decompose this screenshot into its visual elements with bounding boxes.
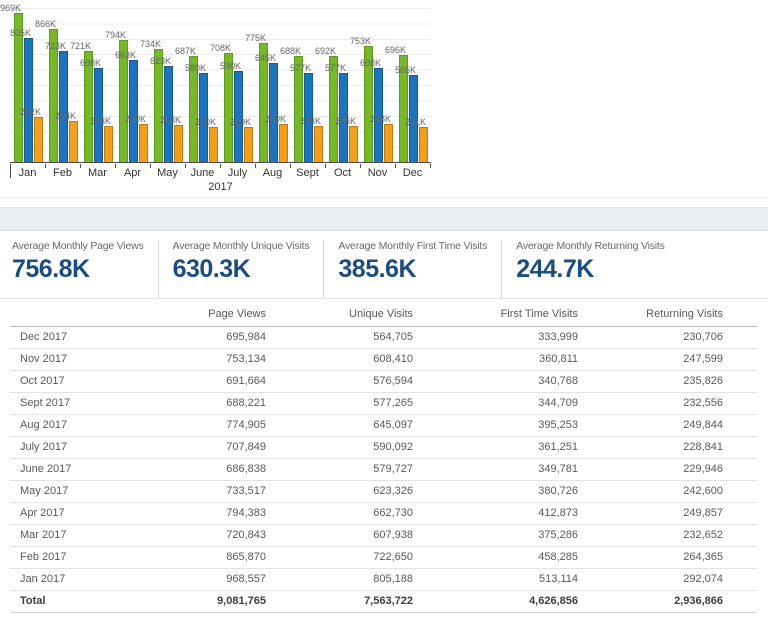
x-axis-label-apr: Apr: [123, 167, 142, 179]
monthly-visits-table: [10, 302, 757, 613]
cell-value: 235,826: [578, 370, 723, 392]
bar-value-label: 608K: [359, 58, 382, 68]
bar-value-label: 692K: [314, 46, 337, 56]
cell-value: 232,652: [578, 524, 723, 546]
bar-value-label: 866K: [34, 19, 57, 29]
section-divider: [0, 197, 768, 207]
cell-value: 805,188: [266, 568, 413, 590]
row-month-label: Feb 2017: [10, 546, 190, 568]
table-header-row: [10, 302, 757, 326]
bar-value-label: 292K: [19, 107, 42, 117]
bar-value-label: 663K: [114, 50, 137, 60]
cell-value: 230,706: [578, 326, 723, 348]
card-value: 756.8K: [12, 255, 90, 283]
cell-value: 360,811: [413, 348, 578, 370]
cell-value: 458,285: [413, 546, 578, 568]
cell-value: 774,905: [190, 414, 266, 436]
bar-returning-visits-july[interactable]: [244, 127, 253, 162]
x-axis-label-jan: Jan: [18, 167, 37, 179]
bar-unique-visits-may[interactable]: [164, 66, 173, 162]
cell-value: 249,857: [578, 502, 723, 524]
bar-value-label: 708K: [209, 43, 232, 53]
cell-value: 662,730: [266, 502, 413, 524]
cell-value: 623,326: [266, 480, 413, 502]
bar-unique-visits-aug[interactable]: [269, 63, 278, 162]
table-row: [10, 326, 757, 348]
bar-value-label: 645K: [254, 53, 277, 63]
card-value: 630.3K: [172, 255, 251, 283]
cell-value: 249,844: [578, 414, 723, 436]
bar-value-label: 577K: [289, 63, 312, 73]
table-row: [10, 546, 757, 568]
card-label: Average Monthly Unique Visits: [172, 240, 310, 252]
card-value: 385.6K: [338, 255, 417, 283]
bar-value-label: 696K: [384, 45, 407, 55]
bar-value-label: 248K: [369, 114, 392, 124]
bar-returning-visits-feb[interactable]: [69, 121, 78, 162]
x-axis-label-oct: Oct: [333, 167, 352, 179]
bar-value-label: 580K: [184, 63, 207, 73]
x-axis-tick: [255, 164, 256, 168]
cell-value: 733,517: [190, 480, 266, 502]
bar-value-label: 590K: [219, 61, 242, 71]
card-label: Average Monthly Returning Visits: [516, 240, 665, 252]
cell-value: 513,114: [413, 568, 578, 590]
x-axis-label-june: June: [190, 167, 215, 179]
cell-value: 229,946: [578, 458, 723, 480]
summary-cards: [0, 231, 768, 299]
bar-value-label: 230K: [194, 117, 217, 127]
cell-value: 375,286: [413, 524, 578, 546]
table-row: [10, 348, 757, 370]
x-axis-label-aug: Aug: [262, 167, 283, 179]
cell-value: 794,383: [190, 502, 266, 524]
bar-value-label: 688K: [279, 46, 302, 56]
x-axis-label-sept: Sept: [296, 167, 319, 179]
bar-value-label: 623K: [149, 56, 172, 66]
cell-value: 2,936,866: [578, 590, 723, 612]
bar-unique-visits-jan[interactable]: [24, 38, 33, 162]
bar-value-label: 721K: [69, 41, 92, 51]
card-avg-page-views: [0, 240, 158, 298]
row-month-label: Jan 2017: [10, 568, 190, 590]
row-month-label: Nov 2017: [10, 348, 190, 370]
cell-value: 247,599: [578, 348, 723, 370]
total-label: Total: [10, 590, 190, 612]
cell-value: 564,705: [266, 326, 413, 348]
column-header-first-time-visits: First Time Visits: [413, 302, 578, 326]
table-row: [10, 568, 757, 590]
x-axis-label-nov: Nov: [367, 167, 388, 179]
bar-value-label: 805K: [9, 28, 32, 38]
bar-value-label: 723K: [44, 41, 67, 51]
row-month-label: Mar 2017: [10, 524, 190, 546]
bar-returning-visits-jan[interactable]: [34, 117, 43, 162]
cell-value: 344,709: [413, 392, 578, 414]
bar-value-label: 243K: [159, 115, 182, 125]
bar-value-label: 753K: [349, 36, 372, 46]
monthly-visits-table-section: [0, 299, 768, 613]
chart-plot-area: [0, 0, 431, 163]
bar-unique-visits-apr[interactable]: [129, 60, 138, 162]
table-row: [10, 414, 757, 436]
cell-value: 228,841: [578, 436, 723, 458]
section-band: [0, 207, 768, 231]
bar-returning-visits-sept[interactable]: [314, 126, 323, 162]
cell-value: 292,074: [578, 568, 723, 590]
x-axis-tick: [185, 164, 186, 168]
cell-value: 576,594: [266, 370, 413, 392]
bar-returning-visits-oct[interactable]: [349, 126, 358, 162]
bar-returning-visits-apr[interactable]: [139, 124, 148, 162]
cell-value: 264,365: [578, 546, 723, 568]
card-value: 244.7K: [516, 255, 594, 283]
x-axis-tick: [360, 164, 361, 168]
card-label: Average Monthly First Time Visits: [338, 240, 488, 252]
bar-unique-visits-feb[interactable]: [59, 51, 68, 162]
bar-value-label: 775K: [244, 33, 267, 43]
table-row: [10, 458, 757, 480]
bar-value-label: 608K: [79, 58, 102, 68]
row-month-label: Apr 2017: [10, 502, 190, 524]
cell-value: 577,265: [266, 392, 413, 414]
cell-value: 968,557: [190, 568, 266, 590]
x-axis-label-july: July: [227, 167, 248, 179]
card-avg-returning-visits: [501, 240, 768, 298]
row-month-label: May 2017: [10, 480, 190, 502]
table-row: [10, 392, 757, 414]
card-avg-unique-visits: [158, 240, 324, 298]
card-label: Average Monthly Page Views: [12, 240, 144, 252]
bar-returning-visits-may[interactable]: [174, 125, 183, 162]
cell-value: 412,873: [413, 502, 578, 524]
bar-value-label: 969K: [0, 3, 22, 13]
x-axis-tick: [80, 164, 81, 168]
bar-value-label: 565K: [394, 65, 417, 75]
cell-value: 686,838: [190, 458, 266, 480]
bar-returning-visits-june[interactable]: [209, 127, 218, 162]
chart-year-label: 2017: [208, 181, 233, 193]
bar-value-label: 577K: [324, 63, 347, 73]
bar-value-label: 233K: [89, 116, 112, 126]
bar-value-label: 231K: [404, 117, 427, 127]
cell-value: 695,984: [190, 326, 266, 348]
cell-value: 645,097: [266, 414, 413, 436]
table-total-row: [10, 590, 757, 612]
cell-value: 720,843: [190, 524, 266, 546]
x-axis-tick: [290, 164, 291, 168]
x-axis-tick: [395, 164, 396, 168]
row-month-label: Sept 2017: [10, 392, 190, 414]
cell-value: 4,626,856: [413, 590, 578, 612]
cell-value: 395,253: [413, 414, 578, 436]
table-row: [10, 436, 757, 458]
bar-returning-visits-dec[interactable]: [419, 127, 428, 162]
bar-value-label: 250K: [264, 114, 287, 124]
cell-value: 607,938: [266, 524, 413, 546]
table-row: [10, 502, 757, 524]
x-axis-tick: [220, 164, 221, 168]
cell-value: 340,768: [413, 370, 578, 392]
x-axis-tick: [430, 164, 431, 168]
cell-value: 7,563,722: [266, 590, 413, 612]
cell-value: 691,664: [190, 370, 266, 392]
cell-value: 722,650: [266, 546, 413, 568]
card-avg-first-time-visits: [323, 240, 501, 298]
row-month-label: July 2017: [10, 436, 190, 458]
bar-value-label: 264K: [54, 111, 77, 121]
row-month-label: June 2017: [10, 458, 190, 480]
cell-value: 753,134: [190, 348, 266, 370]
table-row: [10, 370, 757, 392]
x-axis-tick: [10, 164, 11, 178]
bar-value-label: 734K: [139, 39, 162, 49]
x-axis-label-mar: Mar: [88, 167, 107, 179]
column-header-unique-visits: Unique Visits: [266, 302, 413, 326]
bar-unique-visits-mar[interactable]: [94, 68, 103, 162]
cell-value: 865,870: [190, 546, 266, 568]
monthly-visits-chart: [0, 0, 768, 197]
bar-returning-visits-aug[interactable]: [279, 124, 288, 162]
cell-value: 590,092: [266, 436, 413, 458]
row-month-label: Oct 2017: [10, 370, 190, 392]
table-row: [10, 524, 757, 546]
cell-value: 707,849: [190, 436, 266, 458]
x-axis-tick: [115, 164, 116, 168]
bar-returning-visits-mar[interactable]: [104, 126, 113, 162]
x-axis-label-feb: Feb: [53, 167, 72, 179]
cell-value: 579,727: [266, 458, 413, 480]
bar-value-label: 236K: [334, 116, 357, 126]
cell-value: 688,221: [190, 392, 266, 414]
x-axis-tick: [150, 164, 151, 168]
cell-value: 608,410: [266, 348, 413, 370]
bar-value-label: 250K: [124, 114, 147, 124]
cell-value: 380,726: [413, 480, 578, 502]
x-axis-tick: [325, 164, 326, 168]
cell-value: 232,556: [578, 392, 723, 414]
column-header-page-views: Page Views: [190, 302, 266, 326]
cell-value: 333,999: [413, 326, 578, 348]
cell-value: 9,081,765: [190, 590, 266, 612]
bar-value-label: 687K: [174, 46, 197, 56]
x-axis-label-dec: Dec: [402, 167, 423, 179]
table-row: [10, 480, 757, 502]
cell-value: 242,600: [578, 480, 723, 502]
column-header-month: [10, 302, 190, 326]
row-month-label: Aug 2017: [10, 414, 190, 436]
row-month-label: Dec 2017: [10, 326, 190, 348]
cell-value: 361,251: [413, 436, 578, 458]
bar-returning-visits-nov[interactable]: [384, 124, 393, 162]
bar-value-label: 233K: [299, 116, 322, 126]
x-axis-label-may: May: [157, 167, 178, 179]
bar-value-label: 229K: [229, 117, 252, 127]
x-axis-tick: [45, 164, 46, 168]
column-header-returning-visits: Returning Visits: [578, 302, 723, 326]
cell-value: 349,781: [413, 458, 578, 480]
bar-value-label: 794K: [104, 30, 127, 40]
